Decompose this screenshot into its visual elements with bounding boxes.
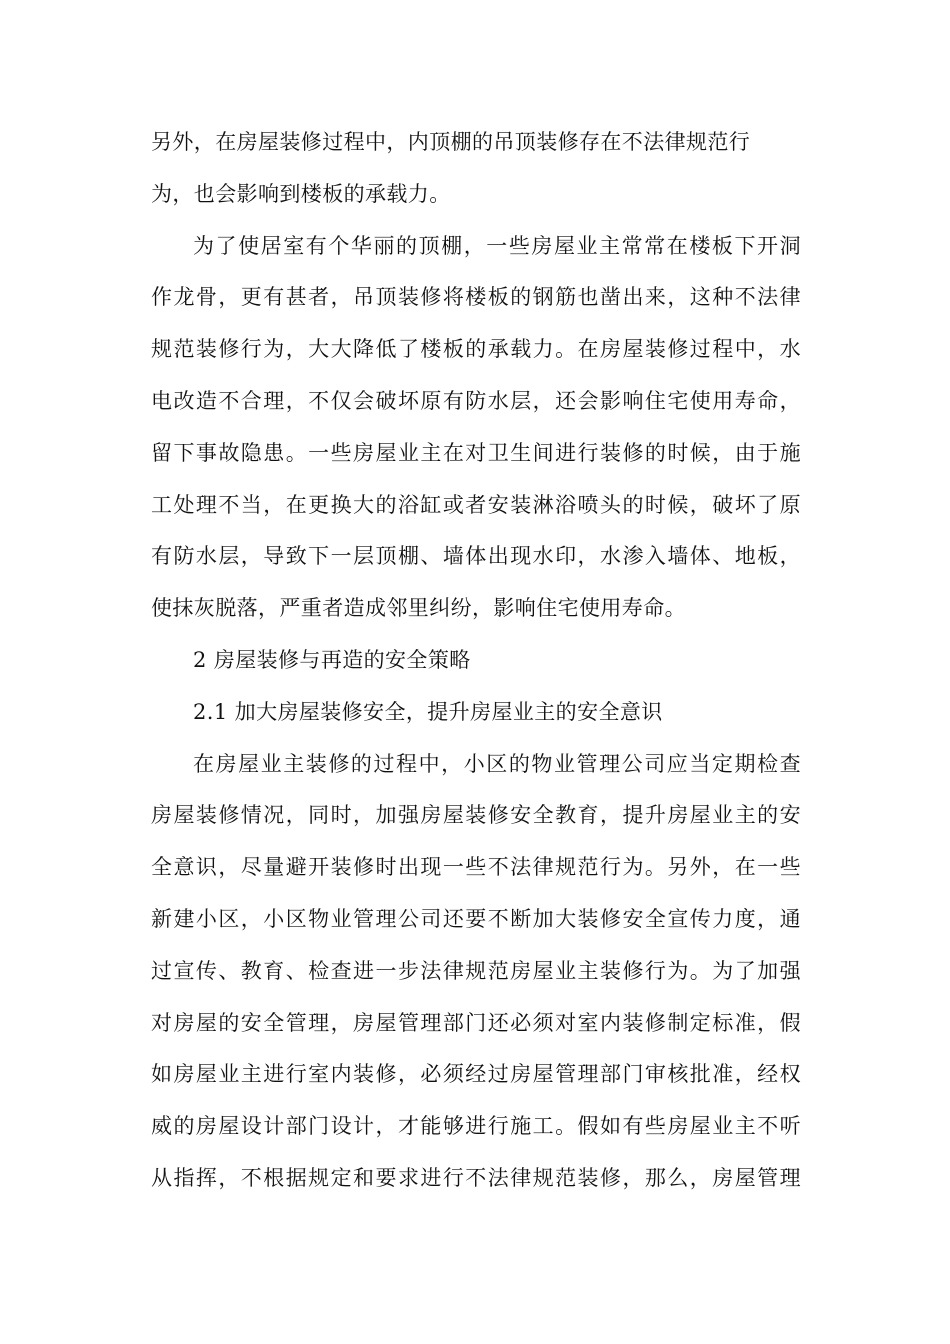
text-line: 威的房屋设计部门设计，才能够进行施工。假如有些房屋业主不听 — [151, 1114, 801, 1139]
text-line: 从指挥，不根据规定和要求进行不法律规范装修，那么，房屋管理 — [151, 1165, 801, 1190]
text-line: 房屋装修情况，同时，加强房屋装修安全教育，提升房屋业主的安 — [151, 803, 801, 828]
text-line: 留下事故隐患。一些房屋业主在对卫生间进行装修的时候，由于施 — [151, 440, 801, 465]
text-line: 为，也会影响到楼板的承载力。 — [151, 181, 451, 206]
body-text — [151, 117, 801, 1205]
text-line: 2 房屋装修与再造的安全策略 — [193, 647, 471, 672]
text-line: 工处理不当，在更换大的浴缸或者安装淋浴喷头的时候，破坏了原 — [151, 492, 801, 517]
text-line: 有防水层，导致下一层顶棚、墙体出现水印，水渗入墙体、地板， — [151, 544, 801, 569]
text-line: 过宣传、教育、检查进一步法律规范房屋业主装修行为。为了加强 — [151, 958, 801, 983]
text-line: 为了使居室有个华丽的顶棚，一些房屋业主常常在楼板下开洞 — [193, 233, 801, 258]
text-line: 另外，在房屋装修过程中，内顶棚的吊顶装修存在不法律规范行 — [151, 130, 751, 154]
text-line: 电改造不合理，不仅会破坏原有防水层，还会影响住宅使用寿命， — [151, 388, 801, 413]
text-line: 新建小区，小区物业管理公司还要不断加大装修安全宣传力度，通 — [151, 906, 801, 931]
text-line: 全意识，尽量避开装修时出现一些不法律规范行为。另外，在一些 — [151, 855, 801, 880]
text-line: 作龙骨，更有甚者，吊顶装修将楼板的钢筋也凿出来，这种不法律 — [151, 285, 801, 310]
text-line: 在房屋业主装修的过程中，小区的物业管理公司应当定期检查 — [193, 751, 801, 776]
text-line: 2.1 加大房屋装修安全，提升房屋业主的安全意识 — [193, 699, 663, 724]
text-line: 如房屋业主进行室内装修，必须经过房屋管理部门审核批准，经权 — [151, 1062, 801, 1087]
text-line: 对房屋的安全管理，房屋管理部门还必须对室内装修制定标准，假 — [151, 1010, 801, 1035]
text-line: 使抹灰脱落，严重者造成邻里纠纷，影响住宅使用寿命。 — [151, 596, 686, 621]
text-line: 规范装修行为，大大降低了楼板的承载力。在房屋装修过程中，水 — [151, 337, 801, 362]
